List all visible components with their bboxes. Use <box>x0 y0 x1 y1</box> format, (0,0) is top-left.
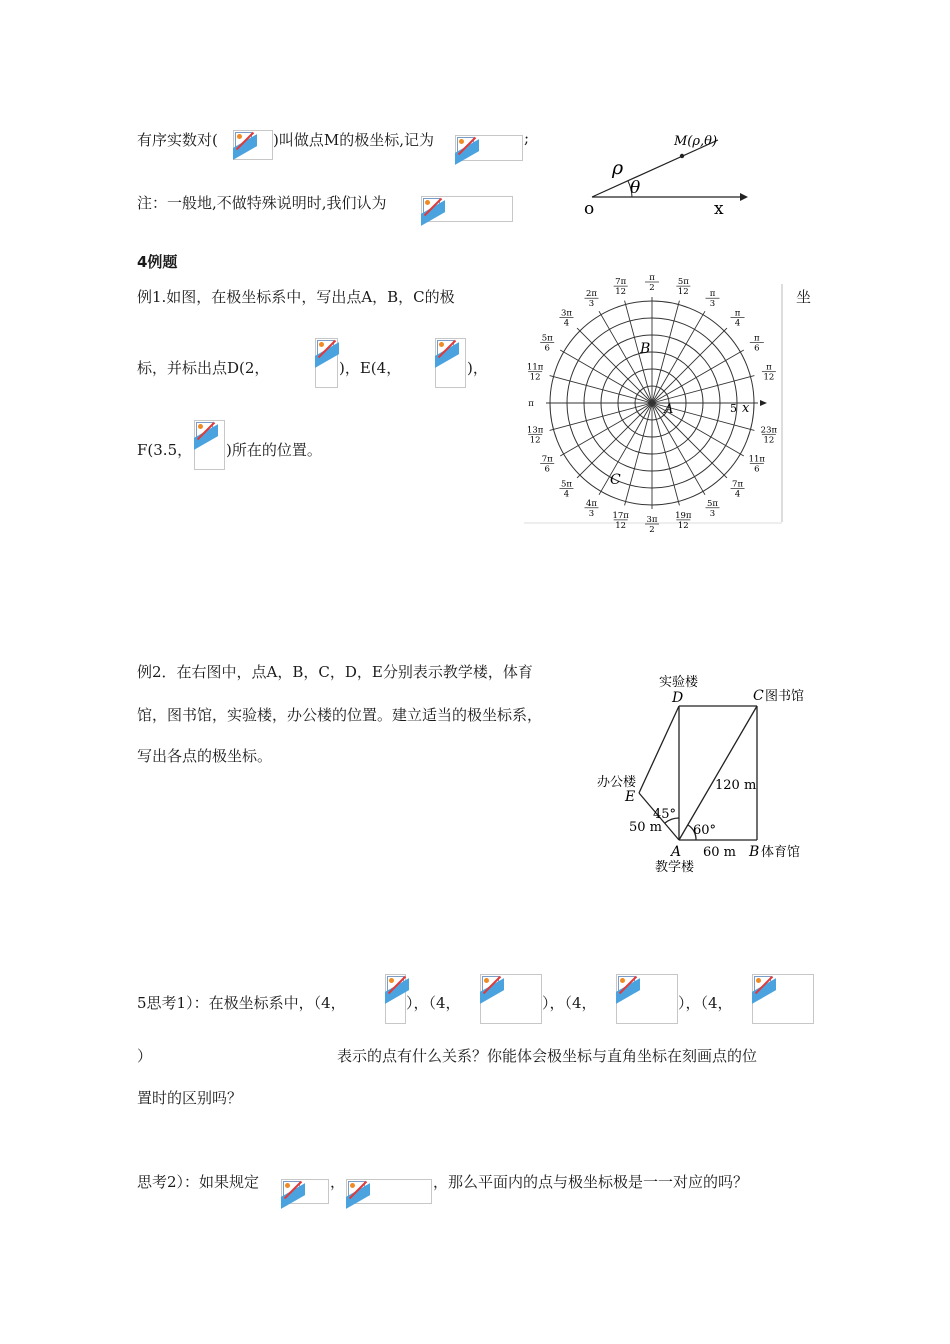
think1-line2: 表示的点有什么关系？你能体会极坐标与直角坐标在刻画点的位 <box>337 1047 758 1065</box>
point-b-label: B <box>749 844 760 860</box>
point-e-label: E <box>625 789 636 805</box>
broken-image-icon <box>616 974 678 1024</box>
angle-denominator: 3 <box>588 508 595 519</box>
angle-label <box>528 399 534 409</box>
angle-label <box>645 515 659 535</box>
grid-ray <box>560 350 652 403</box>
angle-numerator: 19π <box>675 510 692 521</box>
think1-separator: ），（4， <box>406 994 461 1012</box>
example2-line1: 例2．在右图中，点A，B，C，D，E分别表示教学楼，体育 <box>137 663 533 681</box>
example1-line1: 例1.如图，在极坐标系中，写出点A，B，C的极 <box>137 288 455 306</box>
origin-label: o <box>584 199 595 219</box>
example1-line3-end: )所在的位置。 <box>226 441 322 459</box>
point-m <box>680 154 684 158</box>
angle-denominator: 3 <box>709 508 716 519</box>
angle-numerator: 23π <box>760 425 778 436</box>
think2-comma: ， <box>330 1173 346 1191</box>
radius-5-label: 5 <box>730 402 737 415</box>
arrow-icon <box>760 400 767 406</box>
angle-label <box>614 277 628 297</box>
library-label: 图书馆 <box>765 689 805 704</box>
angle-label <box>706 289 720 309</box>
angle-numerator: 5π <box>560 479 572 490</box>
point-d-label: D <box>672 690 684 706</box>
angle-label <box>762 363 776 383</box>
point-a-label: A <box>671 844 682 860</box>
axis-label: x <box>714 199 724 219</box>
angle-denominator: 12 <box>763 372 775 383</box>
grid-ray <box>599 311 652 403</box>
angle-label <box>675 511 692 531</box>
example1-line2-end: )， <box>467 359 488 377</box>
line1-middle: )叫做点M的极坐标,记为 <box>273 131 434 149</box>
angle-denominator: 12 <box>529 372 541 383</box>
angle-denominator: 4 <box>734 489 741 500</box>
angle-label <box>527 363 544 383</box>
x-axis-label: x <box>742 401 750 416</box>
grid-ray <box>652 311 705 403</box>
broken-image-icon <box>346 1179 432 1204</box>
polar-grid-figure <box>522 273 784 535</box>
grid-ray <box>652 328 727 403</box>
point-b-label: B <box>640 341 651 357</box>
example2-line3: 写出各点的极坐标。 <box>137 747 273 765</box>
angle-label <box>527 425 544 445</box>
broken-image-icon <box>435 338 466 388</box>
broken-image-icon <box>233 130 273 160</box>
angle-denominator: 3 <box>588 299 595 310</box>
broken-image-icon <box>480 974 542 1024</box>
angle-numerator: 5π <box>677 277 689 288</box>
example2-line2: 馆，图书馆，实验楼，办公楼的位置。建立适当的极坐标系， <box>137 706 543 724</box>
angle-denominator: 12 <box>763 435 775 446</box>
angle-label <box>559 480 573 500</box>
angle-denominator: 3 <box>709 299 716 310</box>
angle-denominator: 6 <box>544 464 550 475</box>
grid-ray <box>577 328 652 403</box>
distance-50-label: 50 m <box>629 820 663 835</box>
line1-end: ; <box>524 129 530 147</box>
angle-denominator: 12 <box>529 435 541 446</box>
gym-label: 体育馆 <box>761 845 801 860</box>
campus-map-diagram <box>595 668 817 880</box>
angle-denominator: 2 <box>649 283 655 293</box>
arrow-icon <box>740 193 748 201</box>
grid-ray <box>652 350 744 403</box>
angle-denominator: 12 <box>677 287 689 298</box>
angle-60-label: 60° <box>693 823 717 838</box>
think1-separator: ），（4， <box>542 994 597 1012</box>
angle-numerator: 7π <box>732 479 744 490</box>
broken-image-icon <box>385 974 406 1024</box>
angle-label <box>676 277 690 297</box>
angle-label <box>645 273 659 293</box>
point-c-label: C <box>610 472 621 488</box>
angle-numerator: 11π <box>526 362 544 373</box>
angle-numerator: 17π <box>612 510 629 521</box>
think1-prefix: 5思考1）：在极坐标系中，（4， <box>137 994 346 1012</box>
edge-ac <box>679 706 757 840</box>
angle-numerator: π <box>753 333 760 344</box>
angle-denominator: 2 <box>649 525 655 535</box>
think1-line3: 置时的区别吗？ <box>137 1089 243 1107</box>
angle-label <box>612 511 629 531</box>
angle-denominator: 4 <box>563 489 570 500</box>
angle-label <box>749 455 766 475</box>
angle-label <box>750 334 764 354</box>
think2-suffix: ，那么平面内的点与极坐标极是一一对应的吗？ <box>433 1173 749 1191</box>
angle-label <box>585 499 599 519</box>
theta-label: θ <box>630 178 641 198</box>
angle-numerator: 5π <box>541 333 553 344</box>
distance-60-label: 60 m <box>703 845 737 860</box>
angle-numerator: 3π <box>560 308 572 319</box>
lab-building-label: 实验楼 <box>659 675 699 690</box>
angle-denominator: 6 <box>544 343 550 354</box>
example1-line2-prefix: 标，并标出点D(2， <box>137 359 270 377</box>
grid-ray <box>560 403 652 456</box>
angle-label <box>585 289 599 309</box>
line1-prefix: 有序实数对( <box>137 131 218 149</box>
teaching-building-label: 教学楼 <box>655 860 695 875</box>
angle-numerator: π <box>528 399 534 409</box>
angle-label <box>761 425 778 445</box>
broken-image-icon <box>281 1179 329 1204</box>
think2-prefix: 思考2）：如果规定 <box>137 1173 260 1191</box>
angle-numerator: 11π <box>748 454 765 465</box>
angle-denominator: 4 <box>734 318 741 329</box>
think1-separator: ），（4， <box>678 994 733 1012</box>
angle-numerator: π <box>766 362 772 373</box>
angle-label <box>706 499 720 519</box>
edge-de <box>639 706 679 793</box>
angle-label <box>559 308 573 328</box>
angle-label <box>540 334 554 354</box>
angle-numerator: 7π <box>615 277 627 288</box>
angle-label <box>731 480 745 500</box>
broken-image-icon <box>455 135 523 161</box>
angle-label <box>540 455 554 475</box>
grid-ray <box>577 403 652 478</box>
think1-close: ） <box>137 1047 153 1065</box>
angle-denominator: 6 <box>754 343 760 354</box>
example1-line2-middle: )，E(4， <box>339 359 402 377</box>
angle-numerator: π <box>709 289 716 300</box>
angle-numerator: 5π <box>707 498 718 509</box>
angle-numerator: 4π <box>586 498 597 509</box>
angle-label <box>731 308 745 328</box>
grid-ray <box>652 403 705 495</box>
rho-label: ρ <box>612 157 624 179</box>
broken-image-icon <box>194 420 225 470</box>
polar-point-diagram <box>578 120 748 220</box>
section-title: 4例题 <box>137 253 178 271</box>
angle-numerator: 13π <box>526 425 544 436</box>
angle-denominator: 6 <box>754 464 760 475</box>
point-a-label: A <box>664 402 674 417</box>
angle-numerator: 7π <box>541 454 553 465</box>
angle-denominator: 4 <box>563 318 570 329</box>
distance-120-label: 120 m <box>715 778 757 793</box>
angle-denominator: 12 <box>615 287 627 298</box>
point-c-label: C <box>753 688 764 704</box>
angle-denominator: 12 <box>615 520 627 531</box>
angle-45-label: 45° <box>653 807 677 822</box>
broken-image-icon <box>421 196 513 222</box>
broken-image-icon <box>752 974 814 1024</box>
example1-line1-end: 坐 <box>796 288 812 306</box>
angle-numerator: 2π <box>586 289 597 300</box>
angle-numerator: π <box>649 273 655 283</box>
example1-line3-prefix: F(3.5， <box>137 441 193 459</box>
angle-numerator: π <box>734 308 741 319</box>
angle-denominator: 12 <box>677 520 689 531</box>
point-m-label: M(ρ,θ) <box>674 134 718 149</box>
note-prefix: 注：一般地,不做特殊说明时,我们认为 <box>137 194 387 212</box>
broken-image-icon <box>315 338 338 388</box>
angle-numerator: 3π <box>646 515 658 525</box>
grid-ray <box>599 403 652 495</box>
office-label: 办公楼 <box>597 775 637 790</box>
